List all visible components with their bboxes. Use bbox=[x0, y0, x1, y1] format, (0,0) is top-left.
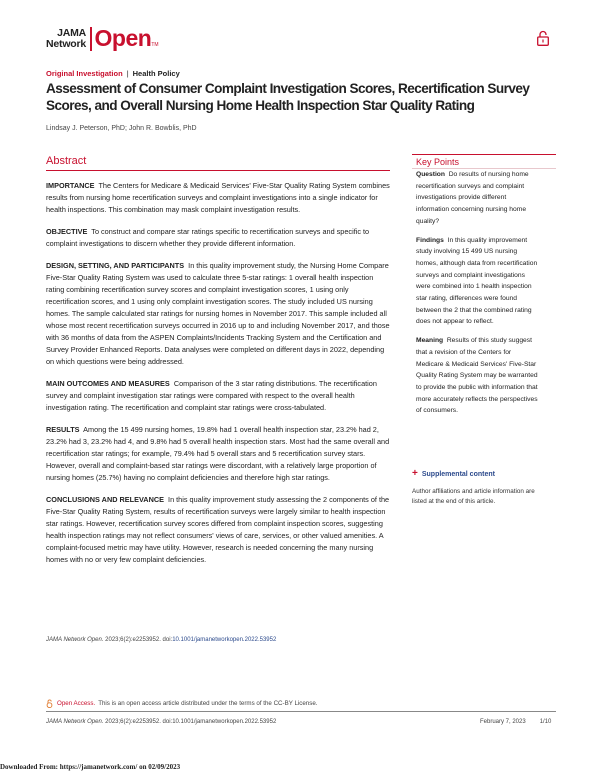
open-access-notice: Open Access. This is an open access article distributed under the terms of the CC-BY License. bbox=[46, 699, 318, 708]
abstract-conclusions: CONCLUSIONS AND RELEVANCE In this quality improvement study assessing the 2 components of the Five-Star Quality Rating System, results of recertification surveys were largely similar to health inspection star ratings. However, recertification survey scores differed from complaint inspection scores, suggesting health inspection ratings may not reflect consumers' views of care, services, or other valued amenities. A complaint-focused metric may have utility. However, research is needed concerning the many nursing homes with no or very few complaint deficiencies. bbox=[46, 495, 390, 564]
article-title: Assessment of Consumer Complaint Investigation Scores, Recertification Survey Scores, and Overall Nursing Home Health Inspection Star Quality Rating bbox=[46, 81, 530, 113]
author-list: Lindsay J. Peterson, PhD; John R. Bowblis, PhD bbox=[46, 125, 197, 132]
footer-date-page bbox=[480, 719, 551, 725]
subject-label: Health Policy bbox=[132, 69, 180, 78]
logo-divider bbox=[90, 27, 92, 51]
affiliations-note: Author affiliations and article information are listed at the end of this article. bbox=[412, 488, 535, 505]
plus-icon: + bbox=[412, 468, 418, 479]
page-number: 1/10 bbox=[539, 719, 552, 725]
key-point-findings: Findings In this quality improvement study involving 15 499 US nursing homes, although data from recertification surveys and complaint investigations were combined into 1 health inspection star rating, differences were found between the 2 that the combined rating does not appear to reflect. bbox=[416, 236, 538, 326]
abstract-body bbox=[46, 180, 390, 576]
abstract-rule bbox=[46, 170, 390, 171]
supplemental-content-link[interactable]: + Supplemental content bbox=[412, 468, 495, 479]
open-access-icon bbox=[46, 699, 53, 708]
open-lock-icon bbox=[537, 30, 549, 46]
footer-date: February 7, 2023 bbox=[480, 719, 526, 725]
abstract-objective: OBJECTIVE To construct and compare star ratings specific to recertification surveys and specific to complaint investigations to discern whether they provide different information. bbox=[46, 227, 370, 248]
category-separator: | bbox=[126, 69, 129, 78]
key-points-box bbox=[416, 169, 538, 424]
key-point-question: Question Do results of nursing home recertification surveys and complaint investigations provide different information concerning nursing home quality? bbox=[416, 171, 529, 225]
doi-link[interactable]: 10.1001/jamanetworkopen.2022.53952 bbox=[172, 637, 277, 643]
citation-line: JAMA Network Open. 2023;6(2):e2253952. doi:10.1001/jamanetworkopen.2022.53952 bbox=[46, 637, 277, 643]
key-points-top-rule bbox=[412, 154, 556, 155]
footer-citation: JAMA Network Open. 2023;6(2):e2253952. doi:10.1001/jamanetworkopen.2022.53952 bbox=[46, 719, 277, 725]
footer-rule bbox=[46, 711, 556, 712]
article-category bbox=[46, 69, 180, 78]
abstract-results: RESULTS Among the 15 499 nursing homes, 19.8% had 1 overall health inspection star, 23.2% had 2, 23.2% had 3, 23.2% had 4, and 9.8% had 5 overall health inspection stars. Most had the same overall and recertification star ratings; for example, 79.4% had 5 overall stars and 5 recertification survey stars. However, overall and complaint-based star ratings were discordant, with a relatively large proportion of nursing homes (25.7%) having no complaint deficiencies and therefore high star ratings. bbox=[46, 425, 390, 482]
logo-line-jama: JAMA bbox=[57, 26, 87, 39]
logo-trademark: TM bbox=[151, 42, 159, 48]
abstract-design: DESIGN, SETTING, AND PARTICIPANTS In this quality improvement study, the Nursing Home Compare Five-Star Quality Rating System was used to calculate three 5-star ratings: 1 overall health inspection rating combining recertification survey scores and complaint investigation scores, 1 using only recertification scores, and 1 using only complaint investigation scores. The study included US nursing homes. The sample calculated star ratings for nursing homes in November 2017. This sample included all whose most recent recertification surveys occurred in 2016 up to and including November 2017, and those with 36 months of data from the ASPEN Complaints/Incidents Tracking System and the Certification and Survey Provider Enhanced Reports. Data analyses were completed on different days in 2022, depending on which questions were being addressed. bbox=[46, 261, 390, 366]
jama-network-open-logo[interactable] bbox=[46, 25, 159, 52]
abstract-heading: Abstract bbox=[46, 155, 87, 167]
logo-line-network: Network bbox=[46, 37, 87, 50]
logo-wordmark bbox=[46, 28, 86, 50]
abstract-importance: IMPORTANCE The Centers for Medicare & Medicaid Services' Five-Star Quality Rating System combines results from nursing home recertification surveys and complaint investigations into a single indicator for health inspections. This combination may mask complaint investigation results. bbox=[46, 181, 390, 214]
key-points-heading: Key Points bbox=[416, 157, 460, 167]
download-stamp: Downloaded From: https://jamanetwork.com/ on 02/09/2023 bbox=[0, 763, 181, 771]
abstract-outcomes: MAIN OUTCOMES AND MEASURES Comparison of the 3 star rating distributions. The recertification survey and complaint investigation star ratings were compared with respect to the overall health investigation rating. The recertification and complaint star ratings were cross-tabulated. bbox=[46, 379, 377, 412]
category-label[interactable]: Original Investigation bbox=[46, 69, 123, 78]
logo-open-text: Open bbox=[94, 25, 152, 51]
key-point-meaning: Meaning Results of this study suggest that a revision of the Centers for Medicare & Medicaid Services' Five-Star Quality Rating System may be warranted to provide the public with information that more accurately reflects the perspectives of consumers. bbox=[416, 337, 538, 415]
